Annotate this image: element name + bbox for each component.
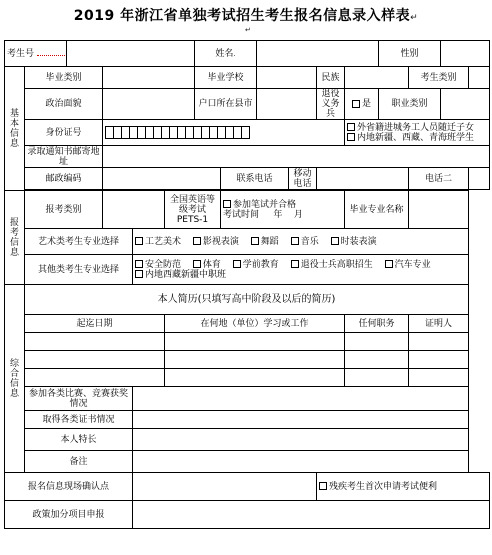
section-overall-info: 综 合 信 息 [5,285,25,473]
pets-label: 全国英语等级考试PETS-1 [165,191,221,229]
notes-label: 备注 [25,451,133,473]
other-option-security[interactable]: 安全防范 [135,260,181,270]
resume-row-2-role[interactable] [345,351,409,369]
resume-col-witness: 证明人 [409,315,469,333]
ethnicity-field[interactable] [345,67,409,89]
resume-row-3-dates[interactable] [25,369,165,387]
other-option-inland[interactable]: 内地西藏新疆中职班 [135,270,226,280]
pets-pass-option[interactable]: 参加笔试并合格 [223,200,342,210]
id-number-label: 身份证号 [25,120,103,146]
specialty-label: 本人特长 [25,429,133,451]
art-major-label: 艺术类考生专业选择 [25,229,133,255]
art-major-options [133,229,469,255]
exam-no-label: 考生号 [5,41,67,67]
political-field[interactable] [103,89,195,120]
art-option-music[interactable]: 音乐 [291,237,319,247]
mobile-label: 移动电话 [289,168,317,190]
school-label: 毕业学校 [195,67,257,89]
major-name-field[interactable] [409,191,469,229]
certs-field[interactable] [133,411,469,429]
ethnicity-label: 民族 [317,67,345,89]
exam-type-field[interactable] [469,67,490,89]
resume-col-role: 任何职务 [345,315,409,333]
other-option-preschool[interactable]: 学前教育 [233,260,279,270]
section-basic-info: 基 本 信 息 [5,67,25,191]
certs-label: 取得各类证书情况 [25,411,133,429]
migrant-child-option[interactable]: 外省籍进城务工人员随迁子女 [347,123,487,133]
other-option-auto[interactable]: 汽车专业 [385,260,431,270]
special-status-options [345,120,490,146]
address-field[interactable] [103,146,490,168]
site-confirm-field[interactable] [133,473,317,501]
inland-class-option[interactable]: 内地新疆、西藏、青海班学生 [347,133,487,143]
political-label: 政治面貌 [25,89,103,120]
registration-form-table [4,40,490,529]
pets-details: 参加笔试并合格 考试时间 年 月 [221,191,345,229]
resume-col-place: 在何地（单位）学习或工作 [165,315,345,333]
art-option-fashion[interactable]: 时装表演 [331,237,377,247]
postcode-label: 邮政编码 [25,168,103,190]
veteran-label: 退役义务兵 [317,89,345,120]
other-option-veteran[interactable]: 退役士兵高职招生 [291,260,373,270]
other-major-label: 其他类考生专业选择 [25,255,133,285]
school-field[interactable] [257,67,317,89]
occupation-field[interactable] [441,89,490,120]
exam-type-label: 考生类别 [409,67,469,89]
art-option-film[interactable]: 影视表演 [193,237,239,247]
phone2-label: 电话二 [409,168,469,190]
exam-no-field[interactable] [67,41,195,67]
resume-row-2-place[interactable] [165,351,345,369]
resume-row-3-witness[interactable] [409,369,469,387]
other-major-options [133,255,469,285]
id-number-field[interactable] [103,120,345,146]
resume-row-3-place[interactable] [165,369,345,387]
name-field[interactable] [257,41,379,67]
art-option-dance[interactable]: 舞蹈 [251,237,279,247]
policy-bonus-label: 政策加分项目申报 [5,501,133,529]
notes-field[interactable] [133,451,469,473]
resume-col-dates: 起迄日期 [25,315,165,333]
mobile-field[interactable] [317,168,409,190]
site-confirm-label: 报名信息现场确认点 [5,473,133,501]
name-label: 姓名. [195,41,257,67]
gender-field[interactable] [441,41,490,67]
paragraph-mark: ↵ [245,26,251,34]
contact-phone-label: 联系电话 [221,168,289,190]
grad-type-label: 毕业类别 [25,67,103,89]
art-option-crafts[interactable]: 工艺美术 [135,237,181,247]
resume-row-1-place[interactable] [165,333,345,351]
occupation-label: 职业类别 [379,89,441,120]
hukou-field[interactable] [257,89,317,120]
id-digit-boxes[interactable] [105,126,249,139]
veteran-yes-option[interactable]: 是 [345,89,379,120]
resume-row-2-dates[interactable] [25,351,165,369]
grad-type-field[interactable] [103,67,195,89]
competition-field[interactable] [133,387,469,411]
address-label: 录取通知书邮寄地址 [25,146,103,168]
hukou-label: 户口所在县市 [195,89,257,120]
other-option-sports[interactable]: 体育 [193,260,221,270]
phone2-field[interactable] [469,168,490,190]
apply-type-field[interactable] [103,191,165,229]
competition-label: 参加各类比赛、竞赛获奖情况 [25,387,133,411]
disabled-option[interactable]: 残疾考生首次申请考试便利 [317,473,490,501]
resume-row-3-role[interactable] [345,369,409,387]
major-name-label: 毕业专业名称 [345,191,409,229]
gender-label: 性别 [379,41,441,67]
resume-row-1-witness[interactable] [409,333,469,351]
policy-bonus-field[interactable] [133,501,490,529]
resume-header: 本人简历(只填写高中阶段及以后的简历) [25,285,469,315]
apply-type-label: 报考类别 [25,191,103,229]
postcode-field[interactable] [103,168,221,190]
section-apply-info: 报 考 信 息 [5,191,25,285]
page-title: 2019 年浙江省单独考试招生考生报名信息录入样表↵ [73,8,419,24]
resume-row-1-role[interactable] [345,333,409,351]
resume-row-2-witness[interactable] [409,351,469,369]
specialty-field[interactable] [133,429,469,451]
resume-row-1-dates[interactable] [25,333,165,351]
